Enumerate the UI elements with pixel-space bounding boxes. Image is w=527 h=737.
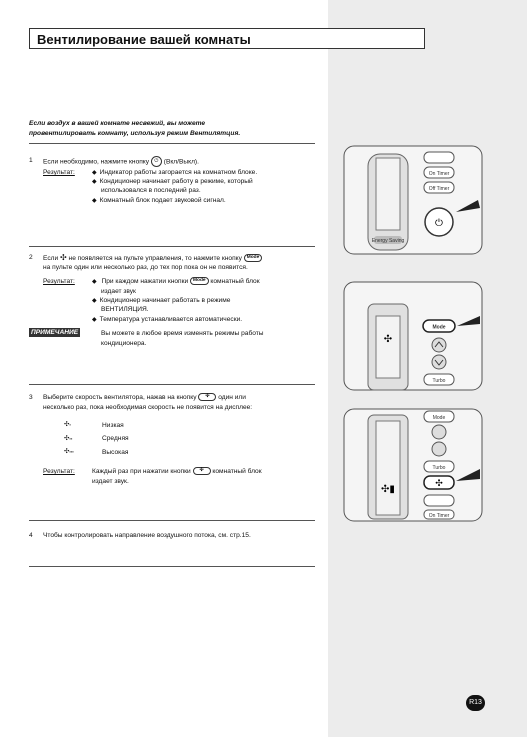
bullet-item: ◆ Индикатор работы загорается на комнатном блоке.	[92, 168, 257, 178]
mode-button-label: Mode	[432, 324, 446, 331]
result-label: Результат:	[43, 278, 75, 285]
mode-button-icon: Mode	[244, 254, 263, 262]
bullet-text-a: При каждом нажатии кнопки	[101, 278, 189, 285]
mode-button-icon: Mode	[190, 277, 209, 285]
step3-result-a: Каждый раз при нажатии кнопки	[92, 468, 191, 475]
intro-line-2: провентилировать комнату, используя режим Вентилятция.	[29, 130, 241, 137]
turbo-button-label: Turbo	[432, 465, 446, 471]
bullet-text-b: комнатный блок	[210, 278, 260, 285]
up-arrow-icon	[432, 338, 446, 352]
fan-speed-high-label: Высокая	[102, 449, 129, 456]
down-arrow-icon	[432, 355, 446, 369]
fan-icon: ✣	[60, 253, 67, 262]
step3-result-b: комнатный блок	[212, 468, 262, 475]
power-icon: ⏻	[151, 156, 162, 167]
turbo-button-label: Turbo	[432, 378, 446, 384]
down-arrow-icon	[432, 442, 446, 456]
result-label: Результат:	[43, 169, 75, 176]
step3-text-b: один или	[218, 394, 246, 401]
note-line-2: кондиционера.	[101, 340, 147, 347]
fan-icon: ✣	[383, 334, 393, 345]
step2-text-b: не появляется на пульте управления, то нажмите кнопку	[68, 255, 242, 262]
step4-text: Чтобы контролировать направление воздушного потока, см. стр.15.	[43, 532, 251, 539]
mode-button-label: Mode	[432, 415, 446, 421]
bullet-item: ◆ Кондиционер начинает работать в режиме	[92, 296, 230, 306]
step2-text-line2: на пульте один или несколько раз, до тех пор пока он не появится.	[43, 264, 248, 271]
step1-text-after: (Вкл/Выкл).	[163, 158, 199, 166]
fan-speed-button-icon: ✣	[198, 393, 216, 401]
bullet-item: ◆ Комнатный блок подает звуковой сигнал.	[92, 196, 226, 206]
step1-text-before: Если необходимо, нажмите кнопку	[43, 158, 150, 166]
fan-speed-high-icon: ✣▪▪▪	[64, 448, 74, 455]
on-timer-label: On Timer	[428, 171, 450, 177]
step2-text-a: Если	[43, 255, 59, 262]
fan-speed-medium-icon: ✣▪▪	[64, 435, 73, 442]
bullet-item: ◆ Температура устанавливается автоматически.	[92, 315, 242, 325]
divider	[29, 384, 315, 385]
energy-saving-label: Energy Saving	[371, 238, 405, 244]
step-number: 4	[29, 532, 33, 539]
fan-speed-high-icon: ✣▮	[381, 484, 395, 495]
step-number: 3	[29, 394, 33, 401]
result-label: Результат:	[43, 468, 75, 475]
divider	[29, 520, 315, 521]
svg-text:⏻: ⏻	[435, 218, 443, 229]
remote-illustration-power	[338, 142, 488, 260]
page-number: R13	[466, 695, 485, 711]
remote-illustration-fan-speed	[338, 407, 488, 525]
page-title: Вентилирование вашей комнаты	[29, 28, 425, 49]
intro-line-1: Если воздух в вашей комнате несвежий, вы можете	[29, 120, 206, 127]
fan-speed-medium-label: Средняя	[102, 435, 129, 442]
step3-result-line1	[92, 467, 262, 476]
off-timer-label: Off Timer	[428, 186, 450, 192]
step3-result-line2: издает звук.	[92, 478, 129, 485]
step3-text-line1	[43, 393, 246, 402]
bullet-continuation: использовался в последний раз.	[101, 187, 201, 194]
step1-text	[43, 156, 199, 167]
fan-speed-low-label: Низкая	[102, 422, 124, 429]
svg-text:✣: ✣	[435, 479, 443, 489]
divider	[29, 143, 315, 144]
step-number: 2	[29, 254, 33, 261]
step2-text-line1	[43, 253, 262, 263]
fan-speed-button-icon: ✣	[193, 467, 211, 475]
divider	[29, 246, 315, 247]
intro-text	[29, 119, 319, 139]
step3-text-a: Выберите скорость вентилятора, нажав на кнопку	[43, 394, 197, 401]
step3-text-line2: несколько раз, пока необходимая скорость не появится на дисплее:	[43, 404, 253, 411]
bullet-continuation: издает звук	[101, 288, 136, 295]
remote-illustration-mode	[338, 280, 488, 395]
note-label: ПРИМЕЧАНИЕ	[31, 329, 79, 336]
bullet-item: ◆ Кондиционер начинает работу в режиме, который	[92, 177, 253, 187]
note-line-1: Вы можете в любое время изменять режимы работы	[101, 330, 264, 337]
on-timer-label: On Timer	[428, 513, 450, 519]
up-arrow-icon	[432, 425, 446, 439]
bullet-item	[92, 277, 260, 287]
step-number: 1	[29, 157, 33, 164]
bullet-continuation: ВЕНТИЛЯЦИЯ.	[101, 306, 149, 313]
fan-speed-low-icon: ✣▪	[64, 421, 71, 428]
divider	[29, 566, 315, 567]
